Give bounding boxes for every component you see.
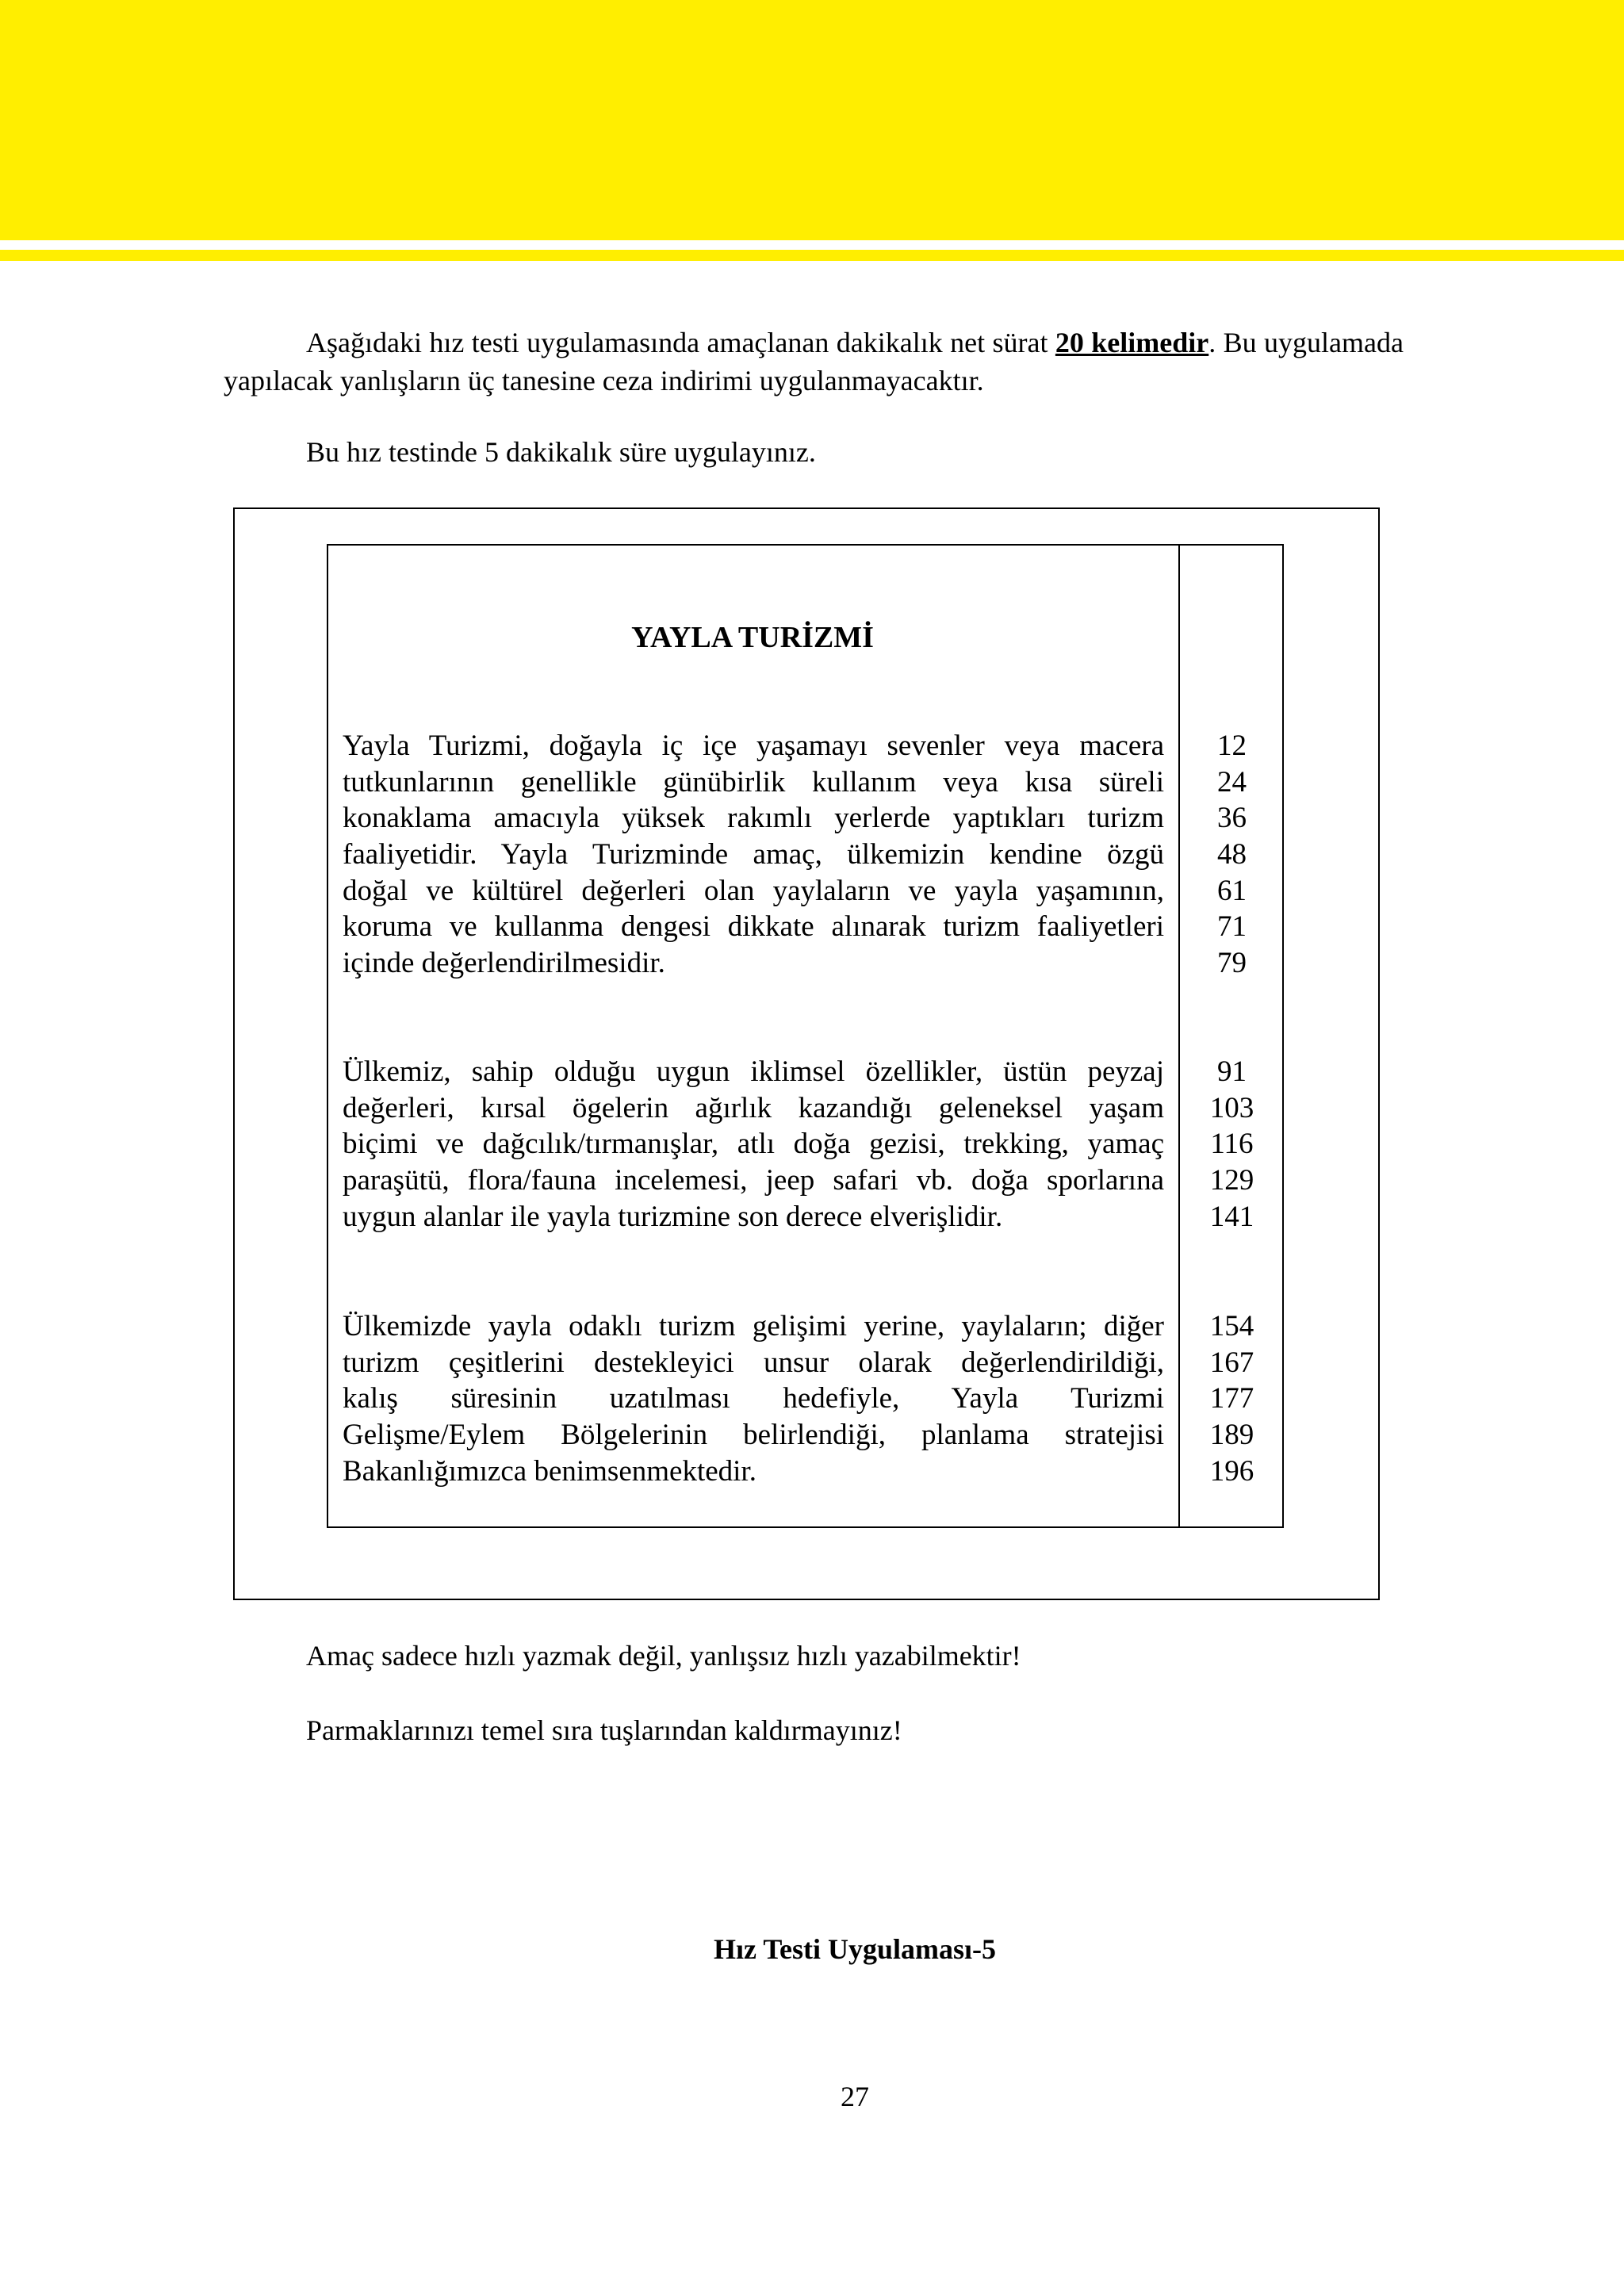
word-counts-3 <box>1180 1308 1284 1489</box>
text-line: turizm çeşitlerini destekleyici unsur olarak değerlendirildiği, <box>343 1346 1164 1379</box>
accuracy-note: Amaç sadece hızlı yazmak değil, yanlışsız hızlı yazabilmektir! <box>306 1640 1021 1672</box>
word-count: 24 <box>1217 765 1247 799</box>
exercise-paragraph-3 <box>343 1308 1164 1489</box>
word-count: 116 <box>1210 1128 1254 1161</box>
header-yellow-rule <box>0 250 1624 261</box>
text-line: kalış süresinin uzatılması hedefiyle, Yayla Turizmi <box>343 1382 1164 1415</box>
word-count: 167 <box>1209 1346 1254 1379</box>
exercise-paragraph-1 <box>343 728 1164 982</box>
text-line: Bakanlığımızca benimsenmektedir. <box>343 1454 756 1488</box>
text-line: biçimi ve dağcılık/tırmanışlar, atlı doğa gezisi, trekking, yamaç <box>343 1128 1164 1161</box>
text-line: Ülkemizde yayla odaklı turizm gelişimi yerine, yaylaların; diğer <box>343 1310 1164 1342</box>
text-line: Yayla Turizmi, doğayla iç içe yaşamayı sevenler veya macera <box>343 730 1164 762</box>
intro-text-after: . Bu uygulamada yapılacak yanlışların üç tanesine ceza indirimi uygulanmayacaktır. <box>224 327 1404 396</box>
word-count: 196 <box>1209 1454 1254 1488</box>
word-count: 36 <box>1217 802 1247 835</box>
fingers-note: Parmaklarınızı temel sıra tuşlarından kaldırmayınız! <box>306 1714 902 1746</box>
text-line: konaklama amacıyla yüksek rakımlı yerlerde yaptıkları turizm <box>343 802 1164 835</box>
text-line: uygun alanlar ile yayla turizmine son derece elverişlidir. <box>343 1200 1003 1233</box>
word-counts-1 <box>1180 728 1284 982</box>
page-number: 27 <box>841 2081 869 2112</box>
word-count: 61 <box>1217 874 1247 907</box>
word-count: 141 <box>1209 1200 1254 1233</box>
word-count: 154 <box>1209 1310 1254 1342</box>
intro-text-before: Aşağıdaki hız testi uygulamasında amaçlanan dakikalık net sürat <box>306 327 1055 358</box>
text-line: doğal ve kültürel değerleri olan yaylaların ve yayla yaşamının, <box>343 874 1164 907</box>
exercise-title: YAYLA TURİZMİ <box>631 621 874 654</box>
text-line: faaliyetidir. Yayla Turizminde amaç, ülkemizin kendine özgü <box>343 838 1164 871</box>
header-yellow-band <box>0 0 1624 240</box>
text-line: Gelişme/Eylem Bölgelerinin belirlendiği, planlama stratejisi <box>343 1419 1164 1452</box>
text-line: içinde değerlendirilmesidir. <box>343 947 665 980</box>
exercise-footer-title: Hız Testi Uygulaması-5 <box>713 1933 997 1965</box>
text-line: Ülkemiz, sahip olduğu uygun iklimsel özellikler, üstün peyzaj <box>343 1055 1164 1088</box>
word-count: 189 <box>1209 1419 1254 1452</box>
word-count: 12 <box>1217 730 1247 762</box>
word-counts-2 <box>1180 1054 1284 1235</box>
word-count: 129 <box>1209 1164 1254 1197</box>
intro-paragraph <box>224 324 1404 400</box>
word-count: 177 <box>1209 1382 1254 1415</box>
word-count: 91 <box>1217 1055 1247 1088</box>
text-line: paraşütü, flora/fauna incelemesi, jeep safari vb. doğa sporlarına <box>343 1164 1164 1197</box>
word-count: 48 <box>1217 838 1247 871</box>
text-line: tutkunlarının genellikle günübirlik kullanım veya kısa süreli <box>343 765 1164 799</box>
target-speed: 20 kelimedir <box>1055 327 1209 358</box>
word-count: 79 <box>1217 947 1247 980</box>
text-line: değerleri, kırsal ögelerin ağırlık kazandığı geleneksel yaşam <box>343 1091 1164 1124</box>
word-count: 71 <box>1217 910 1247 944</box>
word-count: 103 <box>1209 1091 1254 1124</box>
duration-instruction: Bu hız testinde 5 dakikalık süre uygulayınız. <box>306 436 816 468</box>
text-line: koruma ve kullanma dengesi dikkate alınarak turizm faaliyetleri <box>343 910 1164 944</box>
exercise-paragraph-2 <box>343 1054 1164 1235</box>
